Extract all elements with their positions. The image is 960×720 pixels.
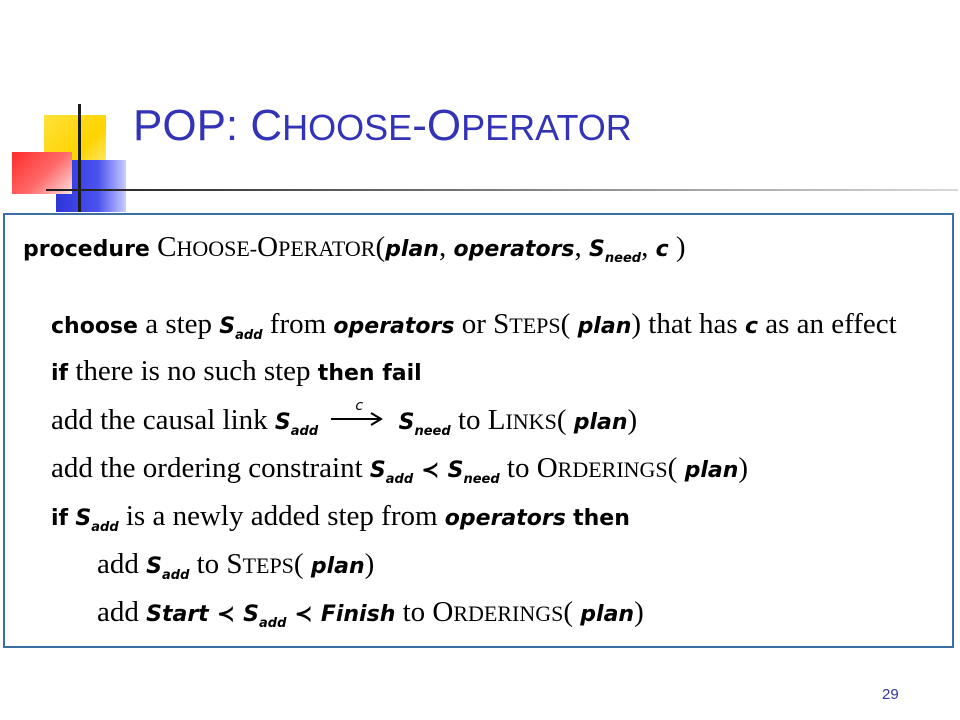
algo-line-causal-link: add the causal link $S_{add}$ c $S_{need}$ to LINKS( plan): [51, 398, 638, 439]
precedes-symbol-icon: ≺: [294, 602, 313, 627]
precedes-symbol-icon: ≺: [216, 602, 236, 627]
algo-line-ordering: add the ordering constraint $S_{add}$ ≺ $S_{need}$ to ORDERINGS( plan): [51, 452, 749, 487]
decor-red-square: [12, 152, 72, 194]
slide-title: POP: CHOOSE-OPERATOR: [133, 101, 632, 150]
algo-line-if-newly: if $S_{add}$ is a newly added step from operators then: [51, 500, 630, 535]
algo-line-choose: choose a step $S_{add}$ from operators or STEPS( plan) that has c as an effect: [51, 308, 897, 343]
algorithm-box: [3, 213, 954, 648]
algo-line-add-start-finish: add Start ≺ $S_{add}$ ≺ Finish to ORDERINGS( plan): [97, 596, 644, 631]
decor-vertical-line: [78, 104, 81, 212]
page-number: 29: [882, 686, 899, 703]
algo-line-if-fail: if there is no such step then fail: [51, 355, 422, 387]
title-underline: [46, 189, 958, 191]
algo-line-add-steps: add $S_{add}$ to STEPS( plan): [97, 548, 375, 583]
algo-line-procedure: procedure CHOOSE-OPERATOR(plan, operators, $S_{need}$, c ): [23, 231, 686, 266]
causal-arrow-icon: c: [329, 403, 387, 433]
precedes-symbol-icon: ≺: [421, 458, 440, 483]
